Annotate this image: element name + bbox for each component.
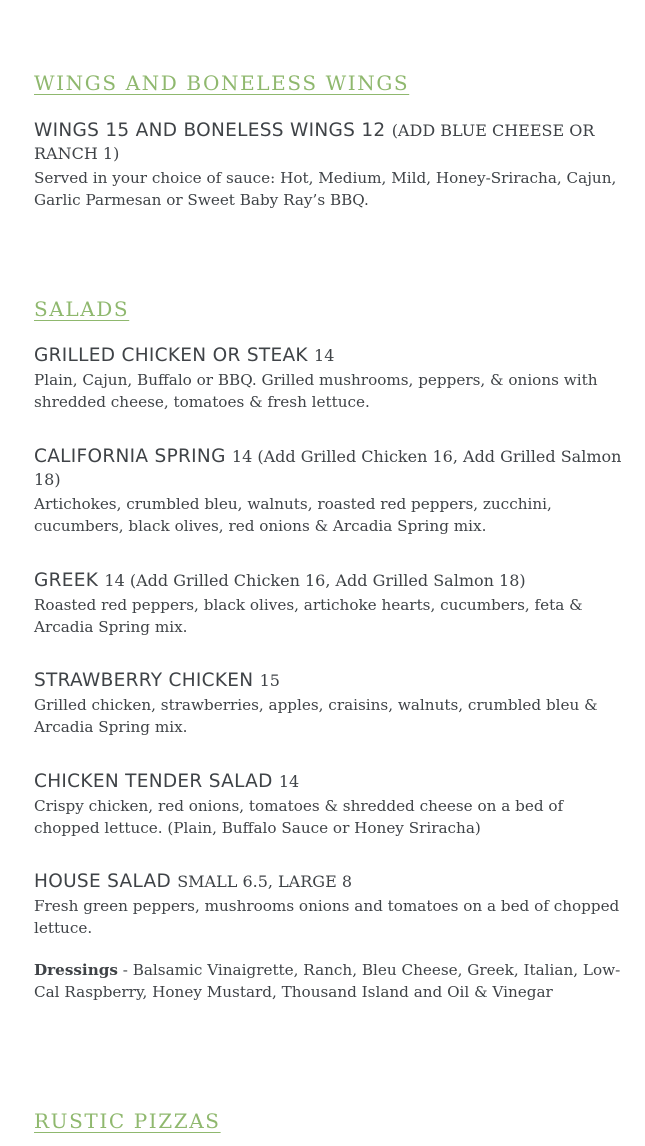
menu-item-greek <box>34 569 624 638</box>
menu-item-heading <box>34 569 624 592</box>
menu-item-description: Served in your choice of sauce: Hot, Medium, Mild, Honey-Sriracha, Cajun, Garlic Parmesan or Sweet Baby Ray’s BBQ. <box>34 169 617 209</box>
menu-item-description: Crispy chicken, red onions, tomatoes & shredded cheese on a bed of chopped lettuce. (Plain, Buffalo Sauce or Honey Sriracha) <box>34 797 564 837</box>
menu-item-wings <box>34 119 624 211</box>
menu-item-strawberry-chicken <box>34 669 624 738</box>
menu-item-price: 15 <box>259 671 280 690</box>
menu-item-name: GRILLED CHICKEN OR STEAK <box>34 345 308 366</box>
menu-item-name: HOUSE SALAD <box>34 871 172 892</box>
menu-item-heading <box>34 119 624 165</box>
dressings-note <box>34 960 624 1003</box>
menu-item-price: 14 (Add Grilled Chicken 16, Add Grilled Salmon 18) <box>34 447 622 489</box>
menu-item-grilled-chicken-steak <box>34 344 624 413</box>
menu-item-price: 14 <box>278 772 300 791</box>
section-title-salads: SALADS <box>34 297 130 321</box>
menu-item-heading <box>34 445 624 491</box>
section-title-wings: WINGS AND BONELESS WINGS <box>34 71 410 95</box>
menu-item-heading <box>34 870 624 893</box>
menu-item-name: GREEK <box>34 570 99 591</box>
menu-item-chicken-tender-salad <box>34 770 624 839</box>
menu-item-house-salad <box>34 870 624 939</box>
menu-item-california-spring <box>34 445 624 537</box>
menu-item-price: (ADD BLUE CHEESE OR RANCH 1) <box>34 121 595 163</box>
menu-item-description: Roasted red peppers, black olives, artichoke hearts, cucumbers, feta & Arcadia Spring mix. <box>34 596 583 636</box>
menu-item-price: SMALL 6.5, LARGE 8 <box>177 872 353 891</box>
menu-item-heading <box>34 344 624 367</box>
dressings-label: Dressings <box>34 961 118 979</box>
menu-item-heading <box>34 770 624 793</box>
menu-item-name: CALIFORNIA SPRING <box>34 446 226 467</box>
dressings-text <box>34 960 624 1003</box>
menu-item-price: 14 (Add Grilled Chicken 16, Add Grilled Salmon 18) <box>104 571 526 590</box>
menu-item-heading <box>34 669 624 692</box>
menu-item-name: WINGS 15 AND BONELESS WINGS 12 <box>34 120 386 141</box>
menu-item-price: 14 <box>314 346 335 365</box>
menu-item-description: Fresh green peppers, mushrooms onions and tomatoes on a bed of chopped lettuce. <box>34 897 620 937</box>
menu-item-description: Artichokes, crumbled bleu, walnuts, roasted red peppers, zucchini, cucumbers, black olives, red onions & Arcadia Spring mix. <box>34 495 552 535</box>
dressings-list: - Balsamic Vinaigrette, Ranch, Bleu Cheese, Greek, Italian, Low-Cal Raspberry, Honey Mustard, Thousand Island and Oil & Vinegar <box>34 961 621 1001</box>
section-title-rustic-pizzas: RUSTIC PIZZAS <box>34 1109 221 1133</box>
menu-item-name: STRAWBERRY CHICKEN <box>34 670 254 691</box>
menu-item-description: Grilled chicken, strawberries, apples, craisins, walnuts, crumbled bleu & Arcadia Spring mix. <box>34 696 598 736</box>
menu-item-name: CHICKEN TENDER SALAD <box>34 771 273 792</box>
menu-item-description: Plain, Cajun, Buffalo or BBQ. Grilled mushrooms, peppers, & onions with shredded cheese, tomatoes & fresh lettuce. <box>34 371 598 411</box>
